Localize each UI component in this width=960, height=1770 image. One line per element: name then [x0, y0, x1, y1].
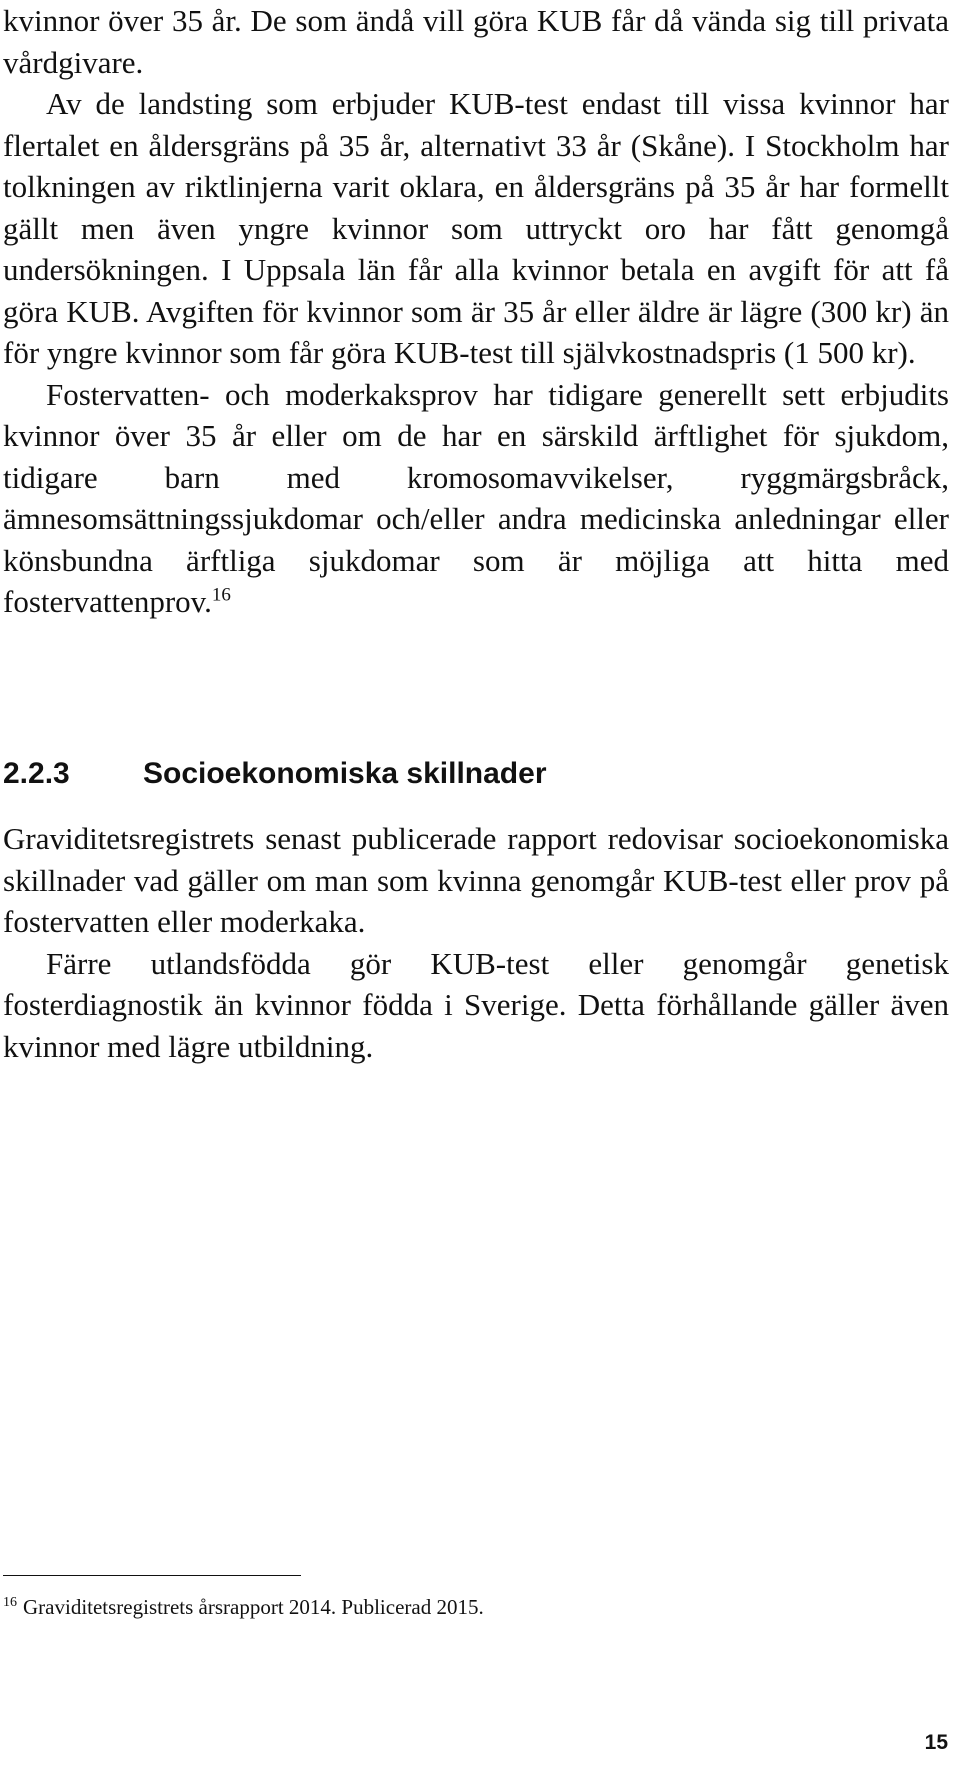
paragraph-graviditetsregistret [3, 818, 949, 943]
paragraph-text: Graviditetsregistrets senast publicerade rapport redovisar socioekonomiska skillnader vad gäller om man som kvinna genomgår KUB-test eller prov på fostervatten eller moderkaka. [3, 821, 949, 939]
body-text-top [3, 0, 949, 623]
paragraph-continued [3, 0, 949, 83]
section-number: 2.2.3 [3, 757, 70, 790]
footnote-reference[interactable]: 16 [211, 584, 231, 606]
paragraph-text: Av de landsting som erbjuder KUB-test endast till vissa kvinnor har flertalet en åldersgräns på 35 år, alternativt 33 år (Skåne). I Stockholm har tolkningen av riktlinjerna varit oklara, en åldersgräns på 35 år har formellt gällt men även yngre kvinnor som uttryckt oro har fått genomgå undersökningen. I Uppsala län får alla kvinnor betala en avgift för att få göra KUB. Avgiften för kvinnor som är 35 år eller äldre är lägre (300 kr) än för yngre kvinnor som får göra KUB-test till självkostnadspris (1 500 kr). [3, 86, 949, 370]
section-heading [3, 754, 949, 794]
paragraph-text: kvinnor över 35 år. De som ändå vill göra KUB får då vända sig till privata vårdgivare. [3, 3, 949, 80]
paragraph-text: Färre utlandsfödda gör KUB-test eller genomgår genetisk fosterdiagnostik än kvinnor födda i Sverige. Detta förhållande gäller även kvinnor med lägre utbildning. [3, 945, 949, 1064]
body-text-bottom [3, 818, 949, 1067]
paragraph-text: Fostervatten- och moderkaksprov har tidigare generellt sett erbjudits kvinnor över 35 år eller om de har en särskild ärftlighet för sjukdom, tidigare barn med kromosomavvikelser, ryggmärgsbråck, ämnesomsättningssjukdomar och/eller andra medicinska anledningar eller könsbundna ärftliga sjukdomar som är möjliga att hitta med fostervattenprov. [3, 376, 949, 619]
footnote-divider [3, 1575, 301, 1576]
page-number: 15 [924, 1731, 948, 1754]
paragraph-utlandsfodda [3, 943, 949, 1068]
footnote [3, 1592, 949, 1622]
paragraph-landsting [3, 83, 949, 374]
paragraph-fostervatten [3, 374, 949, 623]
footnote-text: Graviditetsregistrets årsrapport 2014. Publicerad 2015. [23, 1595, 484, 1619]
footnote-number: 16 [3, 1595, 17, 1610]
section-title: Socioekonomiska skillnader [143, 757, 547, 790]
